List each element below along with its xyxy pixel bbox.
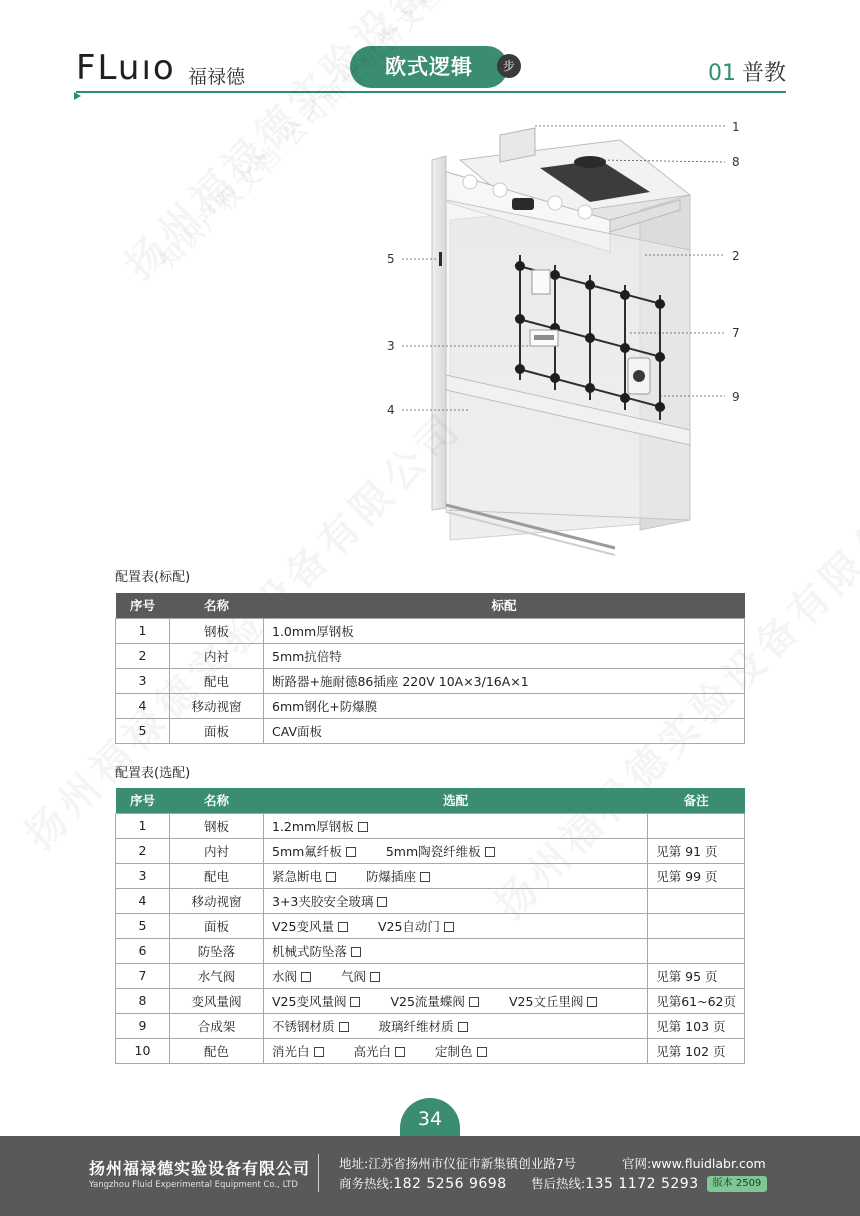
option-item bbox=[354, 1044, 406, 1059]
logo-cn-name: 福禄德 bbox=[188, 66, 246, 88]
option-item bbox=[272, 844, 356, 859]
option-item bbox=[272, 869, 336, 884]
cell-options bbox=[264, 913, 648, 938]
cell-spec: CAV面板 bbox=[264, 718, 745, 743]
option-label: 5mm陶瓷纤维板 bbox=[385, 843, 481, 859]
option-item bbox=[341, 969, 380, 984]
checkbox-icon[interactable] bbox=[587, 997, 597, 1007]
section-heading bbox=[708, 56, 786, 87]
option-label: V25变风量阀 bbox=[272, 993, 347, 1009]
cell-name: 内衬 bbox=[170, 643, 264, 668]
col-header-note: 备注 bbox=[648, 788, 745, 813]
col-header-name: 名称 bbox=[170, 788, 264, 813]
table-row bbox=[116, 913, 745, 938]
checkbox-icon[interactable] bbox=[469, 997, 479, 1007]
option-item bbox=[272, 994, 360, 1009]
checkbox-icon[interactable] bbox=[485, 847, 495, 857]
cell-name: 合成架 bbox=[170, 1013, 264, 1038]
table-row bbox=[116, 693, 745, 718]
cell-options bbox=[264, 863, 648, 888]
cell-no: 1 bbox=[116, 813, 170, 838]
table-row bbox=[116, 718, 745, 743]
cell-no: 9 bbox=[116, 1013, 170, 1038]
cell-options bbox=[264, 838, 648, 863]
option-item bbox=[272, 894, 387, 909]
checkbox-icon[interactable] bbox=[370, 972, 380, 982]
cell-no: 7 bbox=[116, 963, 170, 988]
option-label: 5mm氟纤板 bbox=[272, 843, 342, 859]
footer-separator bbox=[318, 1154, 319, 1192]
cell-name: 防坠落 bbox=[170, 938, 264, 963]
cell-name: 移动视窗 bbox=[170, 888, 264, 913]
col-header-name: 名称 bbox=[170, 593, 264, 618]
checkbox-icon[interactable] bbox=[350, 997, 360, 1007]
checkbox-icon[interactable] bbox=[314, 1047, 324, 1057]
cell-no: 4 bbox=[116, 888, 170, 913]
cell-note bbox=[648, 938, 745, 963]
business-phone: 182 5256 9698 bbox=[393, 1176, 507, 1192]
standard-config-table bbox=[115, 593, 745, 744]
callout-4: 4 bbox=[387, 403, 395, 417]
cell-name: 钢板 bbox=[170, 813, 264, 838]
callout-8: 8 bbox=[732, 155, 740, 169]
section-title: 普教 bbox=[741, 61, 786, 86]
footer-company-en: Yangzhou Fluid Experimental Equipment Co., LTD bbox=[89, 1180, 298, 1190]
table-row bbox=[116, 618, 745, 643]
section-number: 01 bbox=[707, 61, 736, 86]
checkbox-icon[interactable] bbox=[351, 947, 361, 957]
cell-name: 面板 bbox=[170, 718, 264, 743]
cell-note: 见第 103 页 bbox=[648, 1013, 745, 1038]
fume-hood-illustration bbox=[0, 100, 860, 560]
option-label: 3+3夹胶安全玻璃 bbox=[272, 893, 374, 909]
cell-note: 见第 95 页 bbox=[648, 963, 745, 988]
logo-mark: FLuıo bbox=[76, 48, 176, 88]
option-label: 玻璃纤维材质 bbox=[378, 1018, 454, 1034]
cell-no: 2 bbox=[116, 643, 170, 668]
table-row bbox=[116, 643, 745, 668]
table-row bbox=[116, 938, 745, 963]
cell-options bbox=[264, 1038, 648, 1063]
optional-config-table bbox=[115, 788, 745, 1064]
checkbox-icon[interactable] bbox=[458, 1022, 468, 1032]
cell-name: 钢板 bbox=[170, 618, 264, 643]
option-label: 气阀 bbox=[341, 968, 367, 984]
option-item bbox=[272, 969, 311, 984]
category-pill: 欧式逻辑 bbox=[350, 46, 508, 88]
option-label: 水阀 bbox=[272, 968, 298, 984]
option-label: 紧急断电 bbox=[272, 868, 323, 884]
checkbox-icon[interactable] bbox=[477, 1047, 487, 1057]
option-item bbox=[272, 944, 361, 959]
cell-note: 见第 91 页 bbox=[648, 838, 745, 863]
cell-name: 变风量阀 bbox=[170, 988, 264, 1013]
cell-no: 5 bbox=[116, 718, 170, 743]
checkbox-icon[interactable] bbox=[420, 872, 430, 882]
cell-options bbox=[264, 1013, 648, 1038]
cell-name: 配电 bbox=[170, 668, 264, 693]
cell-no: 8 bbox=[116, 988, 170, 1013]
cell-note bbox=[648, 888, 745, 913]
option-item bbox=[435, 1044, 487, 1059]
page-number: 34 bbox=[400, 1098, 460, 1142]
cell-spec: 断路器+施耐德86插座 220V 10A×3/16A×1 bbox=[264, 668, 745, 693]
option-item bbox=[509, 994, 597, 1009]
cell-spec: 1.0mm厚钢板 bbox=[264, 618, 745, 643]
optional-table-title: 配置表(选配) bbox=[115, 766, 191, 781]
table-row bbox=[116, 888, 745, 913]
checkbox-icon[interactable] bbox=[377, 897, 387, 907]
option-item bbox=[390, 994, 478, 1009]
table-header-row bbox=[116, 788, 745, 813]
option-label: 1.2mm厚钢板 bbox=[272, 818, 354, 834]
table-row bbox=[116, 838, 745, 863]
callout-9: 9 bbox=[732, 390, 740, 404]
cell-no: 4 bbox=[116, 693, 170, 718]
cell-note: 见第 102 页 bbox=[648, 1038, 745, 1063]
cell-name: 配电 bbox=[170, 863, 264, 888]
cell-options bbox=[264, 988, 648, 1013]
option-item bbox=[272, 1044, 324, 1059]
fume-hood-drawing bbox=[0, 100, 860, 560]
option-label: 定制色 bbox=[435, 1043, 473, 1059]
callout-1: 1 bbox=[732, 120, 740, 134]
option-label: 消光白 bbox=[272, 1043, 310, 1059]
checkbox-icon[interactable] bbox=[444, 922, 454, 932]
cell-options bbox=[264, 963, 648, 988]
option-label: 不锈钢材质 bbox=[272, 1018, 335, 1034]
cell-spec: 6mm钢化+防爆膜 bbox=[264, 693, 745, 718]
cell-spec: 5mm抗倍特 bbox=[264, 643, 745, 668]
option-item bbox=[386, 844, 495, 859]
checkbox-icon[interactable] bbox=[346, 847, 356, 857]
cell-no: 2 bbox=[116, 838, 170, 863]
option-item bbox=[272, 819, 368, 834]
sales-phone: 135 1172 5293 bbox=[585, 1176, 699, 1192]
checkbox-icon[interactable] bbox=[301, 972, 311, 982]
cell-no: 3 bbox=[116, 863, 170, 888]
cell-name: 面板 bbox=[170, 913, 264, 938]
cell-no: 5 bbox=[116, 913, 170, 938]
option-label: 机械式防坠落 bbox=[272, 943, 348, 959]
cell-note: 见第 99 页 bbox=[648, 863, 745, 888]
header-divider bbox=[76, 91, 786, 93]
option-label: V25自动门 bbox=[377, 918, 440, 934]
checkbox-icon[interactable] bbox=[358, 822, 368, 832]
footer-company-cn: 扬州福禄德实验设备有限公司 bbox=[89, 1159, 311, 1178]
cell-name: 移动视窗 bbox=[170, 693, 264, 718]
table-header-row bbox=[116, 593, 745, 618]
callout-2: 2 bbox=[732, 249, 740, 263]
option-label: V25文丘里阀 bbox=[508, 993, 584, 1009]
col-header-options: 选配 bbox=[264, 788, 648, 813]
table-row bbox=[116, 813, 745, 838]
cell-note bbox=[648, 913, 745, 938]
cell-note bbox=[648, 813, 745, 838]
cell-no: 1 bbox=[116, 618, 170, 643]
callout-5: 5 bbox=[387, 252, 395, 266]
checkbox-icon[interactable] bbox=[326, 872, 336, 882]
cell-name: 配色 bbox=[170, 1038, 264, 1063]
cell-no: 3 bbox=[116, 668, 170, 693]
standard-table-title: 配置表(标配) bbox=[115, 570, 191, 585]
option-label: 防爆插座 bbox=[366, 868, 417, 884]
option-label: V25流量蝶阀 bbox=[390, 993, 465, 1009]
table-row bbox=[116, 988, 745, 1013]
table-row bbox=[116, 963, 745, 988]
table-row bbox=[116, 668, 745, 693]
checkbox-icon[interactable] bbox=[395, 1047, 405, 1057]
cell-options bbox=[264, 888, 648, 913]
option-item bbox=[366, 869, 430, 884]
footer bbox=[0, 1136, 860, 1216]
cell-name: 水气阀 bbox=[170, 963, 264, 988]
option-item bbox=[272, 1019, 349, 1034]
cell-name: 内衬 bbox=[170, 838, 264, 863]
table-row bbox=[116, 863, 745, 888]
footer-address: 地址:江苏省扬州市仪征市新集镇创业路7号 bbox=[339, 1156, 577, 1171]
cell-no: 10 bbox=[116, 1038, 170, 1063]
footer-website[interactable]: 官网:www.fluidlabr.com bbox=[622, 1156, 766, 1171]
cell-no: 6 bbox=[116, 938, 170, 963]
option-label: 高光白 bbox=[353, 1043, 392, 1059]
sales-label: 售后热线: bbox=[531, 1176, 586, 1191]
cell-options bbox=[264, 938, 648, 963]
checkbox-icon[interactable] bbox=[339, 1022, 349, 1032]
logo bbox=[76, 48, 246, 88]
version-badge: 版本 2509 bbox=[707, 1176, 767, 1192]
callout-3: 3 bbox=[387, 339, 395, 353]
footer-sales-hotline bbox=[531, 1174, 699, 1192]
header-arrow-icon bbox=[74, 92, 81, 100]
option-item bbox=[379, 1019, 468, 1034]
col-header-no: 序号 bbox=[116, 593, 170, 618]
table-row bbox=[116, 1013, 745, 1038]
option-item bbox=[272, 919, 348, 934]
checkbox-icon[interactable] bbox=[338, 922, 348, 932]
callout-7: 7 bbox=[732, 326, 740, 340]
cell-note: 见第61~62页 bbox=[648, 988, 745, 1013]
col-header-no: 序号 bbox=[116, 788, 170, 813]
business-label: 商务热线: bbox=[339, 1176, 394, 1191]
option-label: V25变风量 bbox=[272, 918, 334, 934]
footer-business-hotline bbox=[339, 1174, 507, 1192]
table-row bbox=[116, 1038, 745, 1063]
col-header-spec: 标配 bbox=[264, 593, 745, 618]
option-item bbox=[378, 919, 454, 934]
step-badge: 步 bbox=[497, 54, 521, 78]
cell-options bbox=[264, 813, 648, 838]
